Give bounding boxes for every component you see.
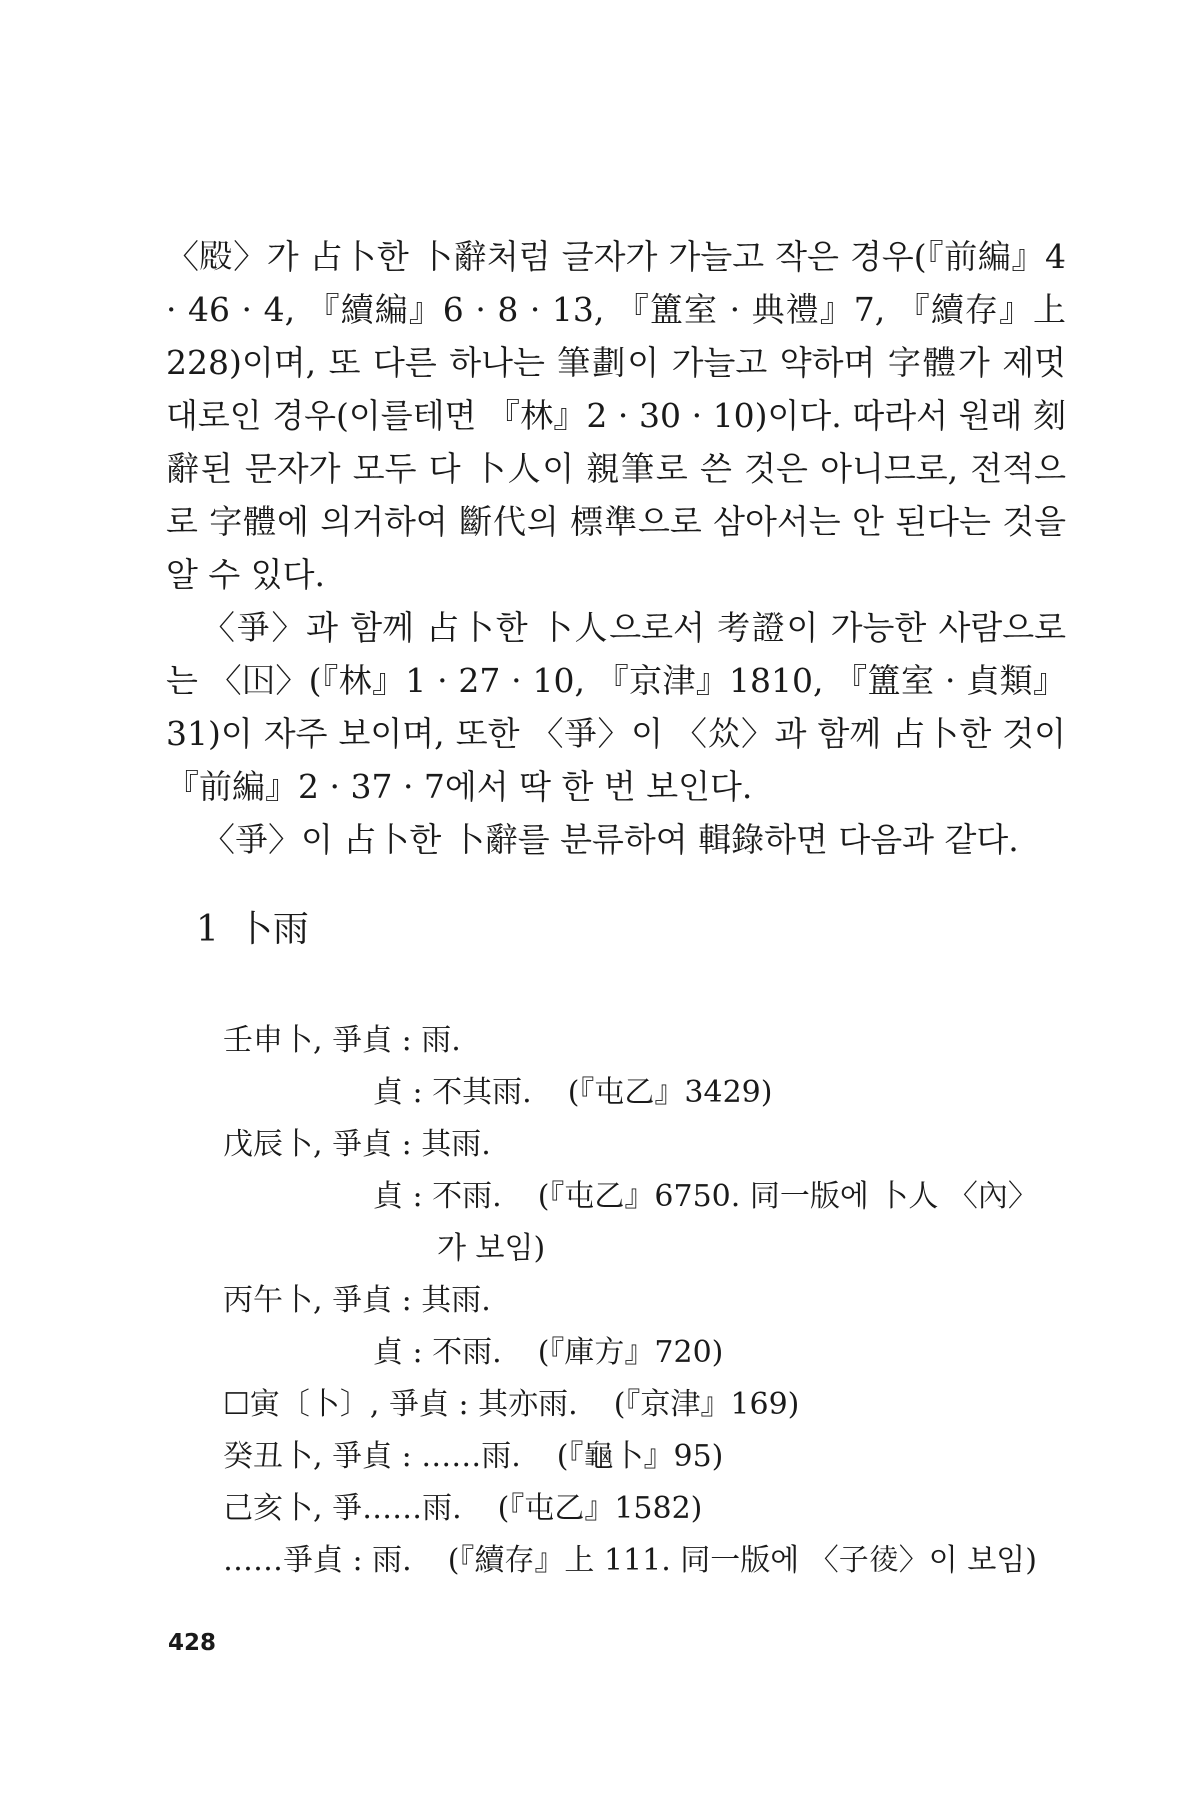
- section-number: 1: [196, 909, 219, 950]
- inscription-text: 己亥卜, 爭……雨.: [223, 1491, 462, 1526]
- inscription-source: (『續存』上 111. 同一版에 〈子𢔁〉이 보임): [447, 1543, 1037, 1578]
- inscription-text: 癸丑卜, 爭貞 : ……雨.: [223, 1439, 521, 1474]
- inscription-entry: [373, 1327, 723, 1371]
- inscription-entry: [223, 1275, 491, 1319]
- inscription-entry: [223, 1119, 491, 1163]
- inscription-entry-continued: [437, 1223, 545, 1267]
- inscription-entry: [223, 1379, 799, 1423]
- inscription-source: (『屯乙』1582): [497, 1491, 703, 1526]
- inscription-text: 貞 : 不雨.: [373, 1335, 502, 1370]
- inscription-text: ……爭貞 : 雨.: [223, 1543, 412, 1578]
- inscription-entry: [373, 1171, 1038, 1215]
- paragraph-3: 〈爭〉이 占卜한 卜辭를 분류하여 輯錄하면 다음과 같다.: [202, 820, 1019, 859]
- inscription-text: 貞 : 不雨.: [373, 1179, 502, 1214]
- inscription-source: (『屯乙』6750. 同一版에 卜人 〈內〉: [537, 1179, 1038, 1214]
- inscription-source: (『京津』169): [613, 1387, 800, 1422]
- inscription-text: ☐寅〔卜〕, 爭貞 : 其亦雨.: [223, 1387, 578, 1422]
- section-heading: [196, 905, 309, 955]
- inscription-source: (『龜卜』95): [556, 1439, 724, 1474]
- paragraph-1: 〈𣪍〉가 占卜한 卜辭처럼 글자가 가늘고 작은 경우(『前編』4 · 46 · 4, 『續編』6 · 8 · 13, 『簠室 · 典禮』7, 『續存』上 228)이며, 또 다른 하나는 筆劃이 가늘고 약하며 字體가 제멋대로인 경우(이를테면 『林』2 · 30 · 10)이다. 따라서 원래 刻辭된 문자가 모두 다 卜人이 親筆로 쓴 것은 아니므로, 전적으로 字體에 의거하여 斷代의 標準으로 삼아서는 안 된다는 것을 알 수 있다.: [166, 237, 1066, 594]
- section-title: 卜雨: [236, 909, 309, 950]
- inscription-text: 貞 : 不其雨.: [373, 1075, 532, 1110]
- inscription-source: (『屯乙』3429): [567, 1075, 773, 1110]
- inscription-entry: [373, 1067, 772, 1111]
- page-number: 428: [168, 1630, 217, 1656]
- inscription-entry: [223, 1431, 723, 1475]
- inscription-source: (『庫方』720): [537, 1335, 724, 1370]
- inscription-text: 戊辰卜, 爭貞 : 其雨.: [223, 1127, 491, 1162]
- paragraph-2: 〈爭〉과 함께 占卜한 卜人으로서 考證이 가능한 사람으로는 〈𡆥〉(『林』1 · 27 · 10, 『京津』1810, 『簠室 · 貞類』31)이 자주 보이며, 또한 〈爭〉이 〈𠈌〉과 함께 占卜한 것이 『前編』2 · 37 · 7에서 딱 한 번 보인다.: [166, 608, 1066, 806]
- inscription-entry: [223, 1483, 702, 1527]
- inscription-entry: [223, 1015, 461, 1059]
- inscription-entry: [223, 1535, 1037, 1579]
- inscription-text: 壬申卜, 爭貞 : 雨.: [223, 1023, 461, 1058]
- inscription-text: 丙午卜, 爭貞 : 其雨.: [223, 1283, 491, 1318]
- body-text: [166, 230, 1066, 866]
- inscription-text: 가 보임): [437, 1231, 546, 1266]
